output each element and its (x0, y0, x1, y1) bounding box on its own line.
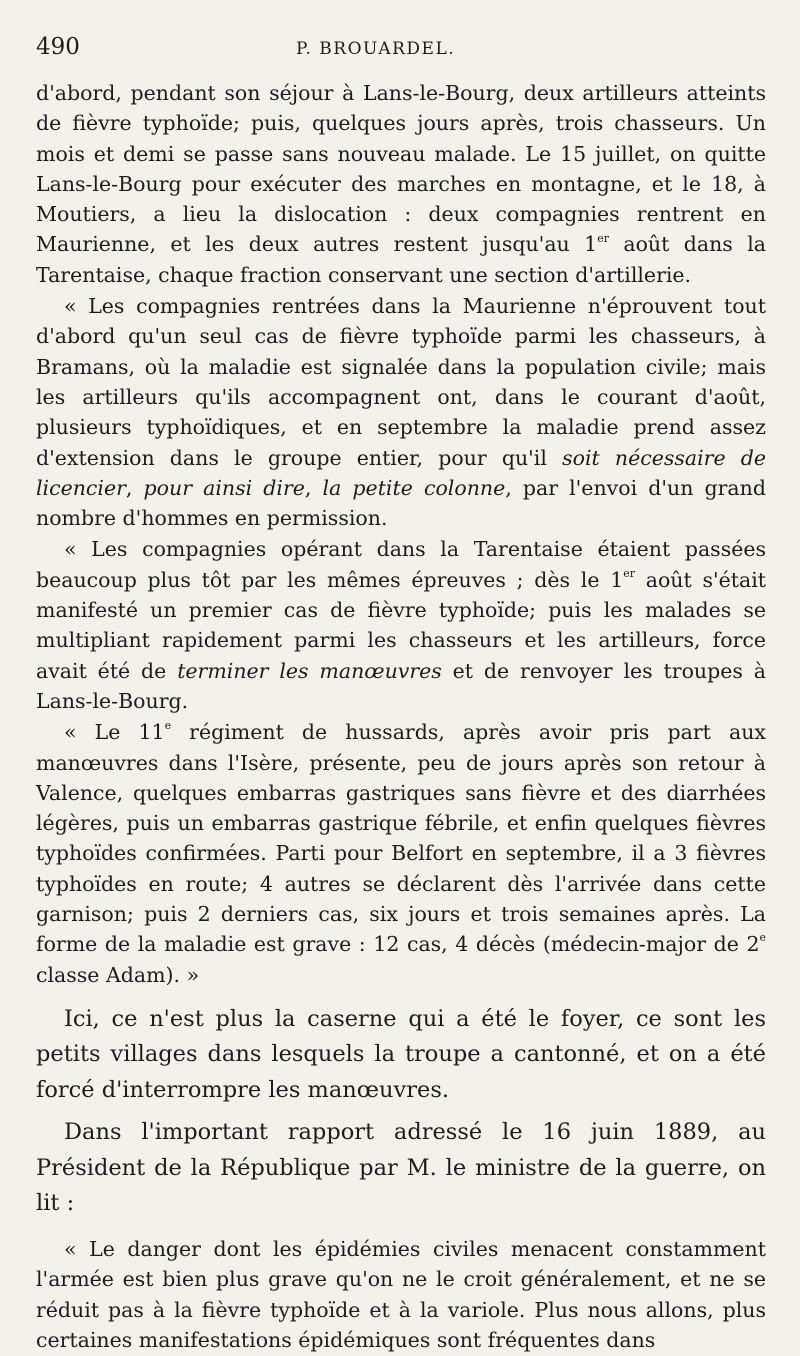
spacer (36, 1108, 766, 1115)
spacer (36, 990, 766, 1002)
paragraph-caserne: Ici, ce n'est plus la caserne qui a été le foyer, ce sont les petits villages dans lesquels la troupe a cantonné, et on a été forcé d'interrompre les manœuvres. (36, 1005, 766, 1103)
page-header (36, 34, 766, 74)
paragraph-rapport: Dans l'important rapport adressé le 16 juin 1889, au Président de la République par M. le ministre de la guerre, on lit : (36, 1119, 766, 1217)
paragraph-hussards: « Le 11e régiment de hussards, après avoir pris part aux manœuvres dans l'Isère, présente, peu de jours après son retour à Valence, quelques embarras gastriques sans fièvre et des diarrhées légères, puis un embarras gastrique fébrile, et enfin quelques fièvres typhoïdes confirmées. Parti pour Belfort en septembre, il a 3 fièvres typhoïdes en route; 4 autres se déclarent dès l'arrivée dans cette garnison; puis 2 derniers cas, six jours et trois semaines après. La forme de la maladie est grave : 12 cas, 4 décès (médecin-major de 2e classe Adam). » (36, 719, 766, 987)
paragraph-quote-danger: « Le danger dont les épidémies civiles menacent constamment l'armée est bien plus grave qu'on ne le croit généralement, et ne se réduit pas à la fièvre typhoïde et à la variole. Plus nous allons, plus certaines manifestations épidémiques sont fréquentes dans (36, 1236, 766, 1352)
paragraph-maurienne: « Les compagnies rentrées dans la Maurienne n'éprouvent tout d'abord qu'un seul cas de fièvre typhoïde parmi les chasseurs, à Bramans, où la maladie est signalée dans la population civile; mais les artilleurs qu'ils accompagnent ont, dans le courant d'août, plusieurs typhoïdiques, et en septembre la maladie prend assez d'extension dans le groupe entier, pour qu'il soit nécessaire de licencier, pour ainsi dire, la petite colonne, par l'envoi d'un grand nombre d'hommes en permission. (36, 294, 766, 531)
paragraph-continuation: d'abord, pendant son séjour à Lans-le-Bourg, deux artilleurs atteints de fièvre typhoïde; puis, quelques jours après, trois chasseurs. Un mois et demi se passe sans nouveau malade. Le 15 juillet, on quitte Lans-le-Bourg pour exécuter des marches en montagne, et le 18, à Moutiers, a lieu la dislocation : deux compagnies rentrent en Maurienne, et les deux autres restent jusqu'au 1er août dans la Tarentaise, chaque fraction conservant une section d'artillerie. (36, 81, 766, 287)
page-number: 490 (36, 34, 80, 60)
paragraph-tarentaise: « Les compagnies opérant dans la Tarentaise étaient passées beaucoup plus tôt par les mêmes épreuves ; dès le 1er août s'était manifesté un premier cas de fièvre typhoïde; puis les malades se multipliant rapidement parmi les chasseurs et les artilleurs, force avait été de terminer les manœuvres et de renvoyer les troupes à Lans-le-Bourg. (36, 537, 766, 713)
running-head: P. BROUARDEL. (296, 39, 456, 59)
spacer (36, 1222, 766, 1234)
